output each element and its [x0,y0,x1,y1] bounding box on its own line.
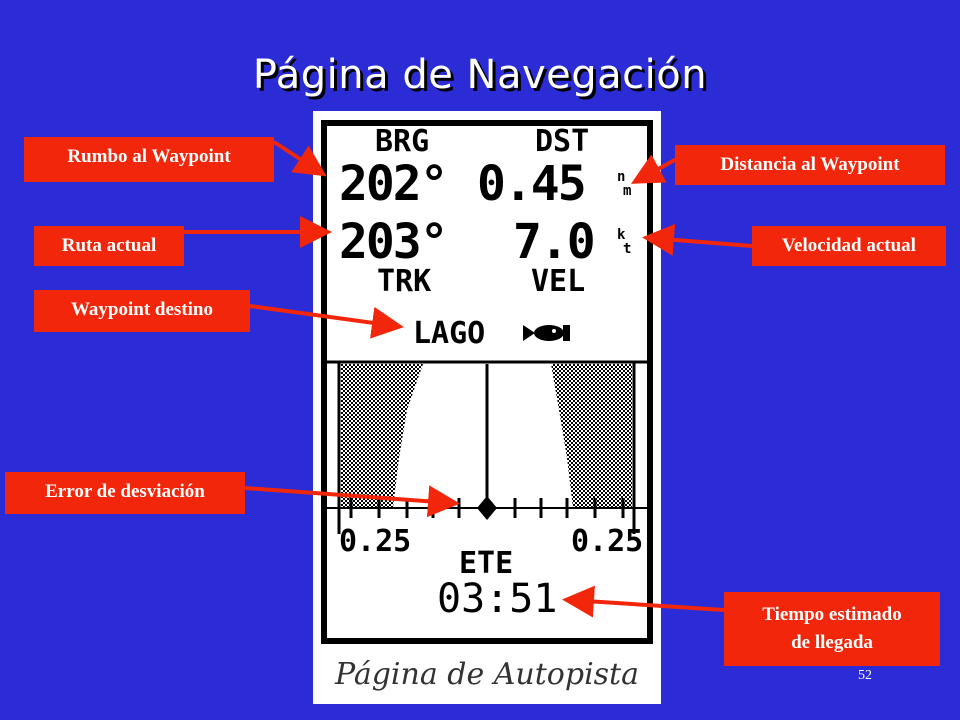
bearing-header: BRG [375,124,430,159]
speed-unit-bottom: t [623,241,632,257]
arrow-ete [570,600,724,610]
speed-value: 7.0 [513,214,594,270]
label-ete-line1: Tiempo estimado [762,604,902,625]
arrow-waypoint [250,306,396,326]
distance-value: 0.45 [477,156,585,212]
track-header: TRK [377,264,432,299]
image-caption: Página de Autopista [335,657,639,692]
bearing-value: 202° [339,156,447,212]
label-speed: Velocidad actual [752,226,946,266]
distance-header: DST [535,124,590,159]
arrow-cross-track [245,488,452,503]
speed-unit-top: k [617,227,626,243]
label-cross-track: Error de desviación [5,472,245,514]
arrow-bearing [274,142,320,172]
slide-number: 52 [858,668,872,683]
track-value: 203° [339,214,447,270]
label-ete-line2: de llegada [791,632,873,653]
speed-header: VEL [531,264,586,299]
arrow-speed [650,238,752,246]
label-waypoint: Waypoint destino [34,290,250,332]
scale-left: 0.25 [339,524,412,559]
ete-value: 03:51 [437,576,558,622]
arrow-distance [638,156,682,180]
distance-unit-bottom: m [623,183,632,199]
scale-right: 0.25 [571,524,644,559]
slide-title: Página de Navegación [252,52,708,98]
label-distance: Distancia al Waypoint [675,145,945,185]
label-bearing: Rumbo al Waypoint [24,137,274,182]
waypoint-name: LAGO [413,316,486,351]
label-track: Ruta actual [34,226,184,266]
ete-label: ETE [459,546,514,581]
distance-unit-top: n [617,169,626,185]
